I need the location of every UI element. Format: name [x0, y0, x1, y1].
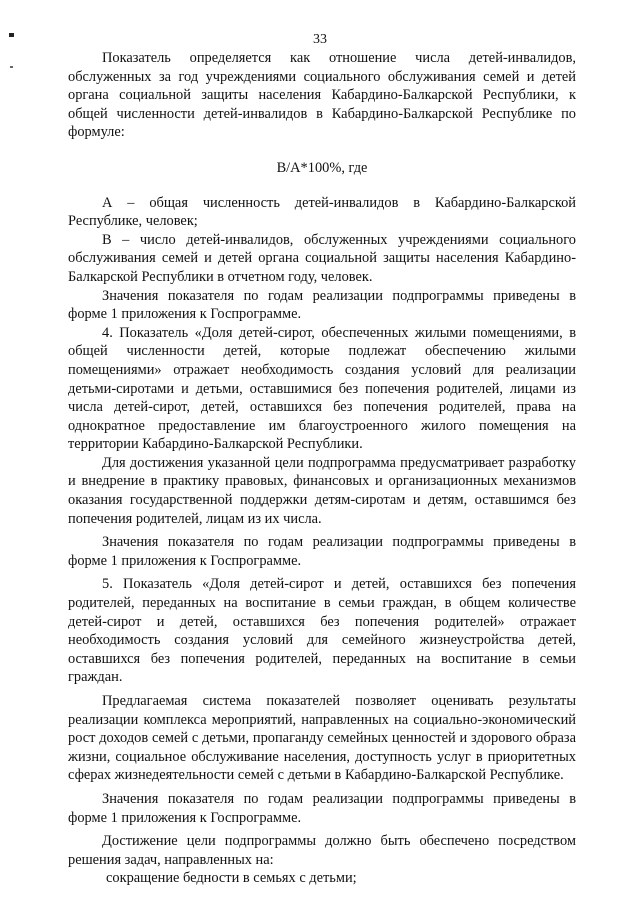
- paragraph: Достижение цели подпрограммы должно быть обеспечено посредством решения задач, направленных на:: [68, 833, 576, 868]
- body-text: [68, 49, 576, 888]
- paragraph: Значения показателя по годам реализации подпрограммы приведены в форме 1 приложения к Госпрограмме.: [68, 790, 576, 826]
- paragraph: 4. Показатель «Доля детей-сирот, обеспеченных жилыми помещениями, в общей численности детей, которые подлежат обеспечению жилыми помещениями» отражает необходимость создания условий для реализации детьми-сиротами и детьми, оставшимися без попечения родителей, лицами из числа детей-сирот, детей, оставшихся без попечения родителей, права на однократное предоставление им благоустроенного жилого помещения на территории Кабардино-Балкарской Республики.: [68, 324, 576, 453]
- paragraph: В – число детей-инвалидов, обслуженных учреждениями социального обслуживания семей и детей органа социальной защиты населения Кабардино-Балкарской Республики в отчетном году, человек.: [68, 231, 576, 285]
- paragraph: Предлагаемая система показателей позволяет оценивать результаты реализации комплекса мероприятий, направленных на социально-экономический рост доходов семей с детьми, пропаганду семейных ценностей и здорового образа жизни, социальное обслуживание населения, доступность услуг в приоритетных сферах жизнедеятельности семей с детьми в Кабардино-Балкарской Республике.: [68, 693, 576, 784]
- paragraph: А – общая численность детей-инвалидов в Кабардино-Балкарской Республике, человек;: [68, 194, 576, 230]
- paragraph: Значения показателя по годам реализации подпрограммы приведены в форме 1 приложения к Госпрограмме.: [68, 534, 576, 569]
- scan-mark: [10, 66, 13, 68]
- formula: В/А*100%, где: [276, 159, 368, 176]
- paragraph: Значения показателя по годам реализации подпрограммы приведены в форме 1 приложения к Госпрограмме.: [68, 287, 576, 323]
- paragraph: Для достижения указанной цели подпрограмма предусматривает разработку и внедрение в практику правовых, финансовых и организационных механизмов оказания государственной поддержки детям-сиротам и детям, оставшимся без попечения родителей, лицам из их числа.: [68, 454, 576, 527]
- paragraph: 5. Показатель «Доля детей-сирот и детей, оставшихся без попечения родителей, переданных на воспитание в семьи граждан, в общем количестве детей-сирот и детей, оставшихся без попечения родителей» отражает необходимость создания условий для семейного жизнеустройства детей, оставшихся без попечения родителей, переданных на воспитание в семьи граждан.: [68, 576, 576, 686]
- paragraph: сокращение бедности в семьях с детьми;: [106, 870, 357, 887]
- page-number: 33: [313, 32, 327, 47]
- paragraph: Показатель определяется как отношение числа детей-инвалидов, обслуженных за год учреждениями социального обслуживания семей и детей органа социальной защиты населения Кабардино-Балкарской Республики, к общей численности детей-инвалидов в Кабардино-Балкарской Республике по формуле:: [68, 50, 576, 141]
